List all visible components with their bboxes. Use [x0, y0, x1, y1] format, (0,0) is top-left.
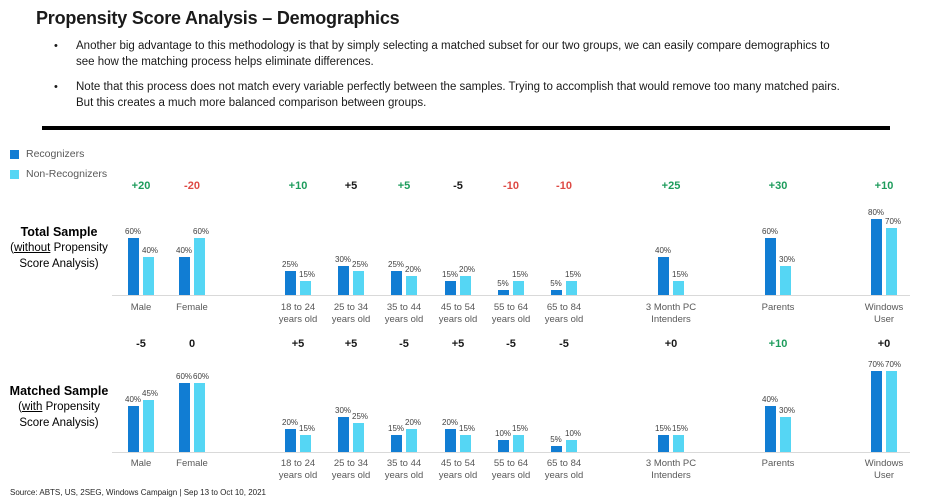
delta-badge: -5	[453, 180, 463, 192]
bar-value-label: 20%	[404, 265, 422, 274]
legend-item-non-recognizers	[10, 168, 107, 180]
category-label: 3 Month PC Intenders	[645, 302, 697, 325]
bar-non-recognizers	[406, 429, 417, 452]
category-label: 45 to 54 years old	[438, 458, 478, 481]
bar-recognizers	[551, 290, 562, 295]
bullet-list	[48, 38, 848, 120]
delta-badge: +5	[397, 180, 411, 192]
row-label-line: Score Analysis)	[19, 417, 99, 429]
delta-badge: -5	[559, 338, 569, 350]
bar-non-recognizers	[513, 435, 524, 452]
bar-value-label: 15%	[441, 270, 459, 279]
bar-value-label: 15%	[671, 270, 689, 279]
bar-value-label: 80%	[867, 208, 885, 217]
bar-value-label: 25%	[351, 260, 369, 269]
bar-value-label: 20%	[441, 418, 459, 427]
delta-badge: +20	[131, 180, 151, 192]
category-label: 35 to 44 years old	[384, 302, 424, 325]
bar-value-label: 20%	[404, 418, 422, 427]
bar-recognizers	[765, 238, 776, 295]
bar-recognizers	[871, 219, 882, 295]
row-label-line: (without Propensity	[10, 242, 108, 254]
bar-value-label: 5%	[550, 279, 562, 288]
bar-recognizers	[658, 435, 669, 452]
chart-canvas	[0, 136, 936, 504]
delta-badge: -5	[506, 338, 516, 350]
row-label-title: Matched Sample	[9, 384, 109, 398]
bar-value-label: 15%	[298, 270, 316, 279]
bar-value-label: 30%	[778, 255, 796, 264]
bar-value-label: 15%	[387, 424, 405, 433]
bar-non-recognizers	[353, 271, 364, 295]
bar-non-recognizers	[353, 423, 364, 452]
delta-badge: +5	[291, 338, 305, 350]
bar-recognizers	[871, 371, 882, 452]
bar-value-label: 70%	[867, 360, 885, 369]
bar-non-recognizers	[886, 228, 897, 295]
row-label-title: Total Sample	[20, 225, 98, 239]
delta-badge: +25	[661, 180, 681, 192]
category-label: 25 to 34 years old	[331, 302, 371, 325]
delta-badge: +0	[664, 338, 678, 350]
bar-value-label: 60%	[192, 227, 210, 236]
bar-recognizers	[765, 406, 776, 452]
bar-value-label: 30%	[778, 406, 796, 415]
category-label: 65 to 84 years old	[544, 302, 584, 325]
bar-non-recognizers	[143, 400, 154, 452]
bar-value-label: 20%	[281, 418, 299, 427]
bar-value-label: 15%	[298, 424, 316, 433]
bar-non-recognizers	[460, 435, 471, 452]
bar-value-label: 40%	[654, 246, 672, 255]
bar-value-label: 70%	[884, 360, 902, 369]
bar-recognizers	[498, 440, 509, 452]
row-label-line: Score Analysis)	[19, 258, 99, 270]
category-label: 35 to 44 years old	[384, 458, 424, 481]
bullet-text: Note that this process does not match every variable perfectly between the samples. Trying to accomplish that would remove too many matched pairs. But this creates a much more balanced comparison between groups.	[76, 81, 840, 109]
bullet-dot: •	[54, 81, 58, 93]
bar-non-recognizers	[566, 440, 577, 452]
legend-label: Non-Recognizers	[26, 168, 108, 180]
bar-recognizers	[179, 383, 190, 452]
delta-badge: +5	[344, 338, 358, 350]
x-axis-line	[112, 295, 910, 296]
bar-recognizers	[128, 406, 139, 452]
category-label: Parents	[761, 458, 795, 469]
bar-recognizers	[445, 281, 456, 295]
bar-value-label: 30%	[334, 406, 352, 415]
bar-value-label: 10%	[564, 429, 582, 438]
bar-value-label: 40%	[761, 395, 779, 404]
bar-value-label: 70%	[884, 217, 902, 226]
delta-badge: +5	[344, 180, 358, 192]
bar-recognizers	[285, 429, 296, 452]
bar-non-recognizers	[194, 238, 205, 295]
bar-recognizers	[391, 435, 402, 452]
legend	[10, 148, 107, 188]
delta-badge: +10	[288, 180, 308, 192]
bar-value-label: 25%	[281, 260, 299, 269]
bar-value-label: 5%	[497, 279, 509, 288]
bar-value-label: 40%	[175, 246, 193, 255]
bullet-text: Another big advantage to this methodology is that by simply selecting a matched subset for our two groups, we can easily compare demographics to see how the matching process helps eliminate differences.	[76, 40, 830, 68]
bar-non-recognizers	[673, 281, 684, 295]
category-label: Female	[176, 302, 208, 313]
bar-recognizers	[445, 429, 456, 452]
category-label: 55 to 64 years old	[491, 302, 531, 325]
divider-line	[42, 126, 890, 130]
bar-value-label: 40%	[124, 395, 142, 404]
row-label-line: (with Propensity	[18, 401, 100, 413]
bar-value-label: 60%	[761, 227, 779, 236]
delta-badge: +5	[451, 338, 465, 350]
delta-badge: -5	[399, 338, 409, 350]
bar-value-label: 15%	[511, 424, 529, 433]
bar-non-recognizers	[300, 281, 311, 295]
category-label: 18 to 24 years old	[278, 458, 318, 481]
non-recognizers-swatch-icon	[10, 170, 19, 179]
category-label: Parents	[761, 302, 795, 313]
bar-non-recognizers	[673, 435, 684, 452]
delta-badge: +10	[768, 338, 788, 350]
bar-value-label: 40%	[141, 246, 159, 255]
bar-value-label: 15%	[671, 424, 689, 433]
delta-badge: -5	[136, 338, 146, 350]
bar-non-recognizers	[406, 276, 417, 295]
delta-badge: -10	[556, 180, 572, 192]
bar-value-label: 15%	[458, 424, 476, 433]
category-label: Male	[130, 458, 152, 469]
legend-label: Recognizers	[26, 148, 85, 160]
bar-value-label: 5%	[550, 435, 562, 444]
total-sample-row-label	[0, 224, 118, 272]
bar-value-label: 30%	[334, 255, 352, 264]
bar-recognizers	[285, 271, 296, 295]
recognizers-swatch-icon	[10, 150, 19, 159]
category-label: 45 to 54 years old	[438, 302, 478, 325]
bar-recognizers	[128, 238, 139, 295]
bar-value-label: 20%	[458, 265, 476, 274]
category-label: Windows User	[864, 458, 904, 481]
category-label: 55 to 64 years old	[491, 458, 531, 481]
bar-value-label: 10%	[494, 429, 512, 438]
bar-recognizers	[391, 271, 402, 295]
bar-non-recognizers	[460, 276, 471, 295]
bullet-item	[48, 38, 848, 70]
delta-badge: +30	[768, 180, 788, 192]
x-axis-line	[112, 452, 910, 453]
bar-non-recognizers	[886, 371, 897, 452]
bar-recognizers	[551, 446, 562, 452]
delta-badge: -10	[503, 180, 519, 192]
matched-sample-row-label	[0, 383, 118, 431]
category-label: Windows User	[864, 302, 904, 325]
delta-badge: 0	[188, 338, 196, 350]
bar-value-label: 60%	[175, 372, 193, 381]
category-label: Female	[176, 458, 208, 469]
bar-non-recognizers	[194, 383, 205, 452]
category-label: 25 to 34 years old	[331, 458, 371, 481]
bar-value-label: 15%	[564, 270, 582, 279]
category-label: 65 to 84 years old	[544, 458, 584, 481]
category-label: 18 to 24 years old	[278, 302, 318, 325]
bar-value-label: 25%	[351, 412, 369, 421]
bar-non-recognizers	[300, 435, 311, 452]
bar-recognizers	[338, 417, 349, 452]
bar-recognizers	[658, 257, 669, 295]
bar-recognizers	[498, 290, 509, 295]
bar-value-label: 15%	[654, 424, 672, 433]
delta-badge: +0	[877, 338, 891, 350]
bar-non-recognizers	[566, 281, 577, 295]
bar-recognizers	[338, 266, 349, 295]
bar-value-label: 45%	[141, 389, 159, 398]
bullet-item	[48, 79, 848, 111]
bar-recognizers	[179, 257, 190, 295]
delta-badge: -20	[184, 180, 200, 192]
delta-badge: +10	[874, 180, 894, 192]
category-label: 3 Month PC Intenders	[645, 458, 697, 481]
bar-value-label: 15%	[511, 270, 529, 279]
bar-value-label: 60%	[124, 227, 142, 236]
bar-value-label: 25%	[387, 260, 405, 269]
bar-non-recognizers	[143, 257, 154, 295]
bar-value-label: 60%	[192, 372, 210, 381]
bar-non-recognizers	[780, 417, 791, 452]
page-title: Propensity Score Analysis – Demographics	[36, 8, 400, 28]
bullet-dot: •	[54, 40, 58, 52]
legend-item-recognizers	[10, 148, 107, 160]
bar-non-recognizers	[513, 281, 524, 295]
category-label: Male	[130, 302, 152, 313]
bar-non-recognizers	[780, 266, 791, 295]
source-note: Source: ABTS, US, 2SEG, Windows Campaign | Sep 13 to Oct 10, 2021	[10, 488, 266, 497]
